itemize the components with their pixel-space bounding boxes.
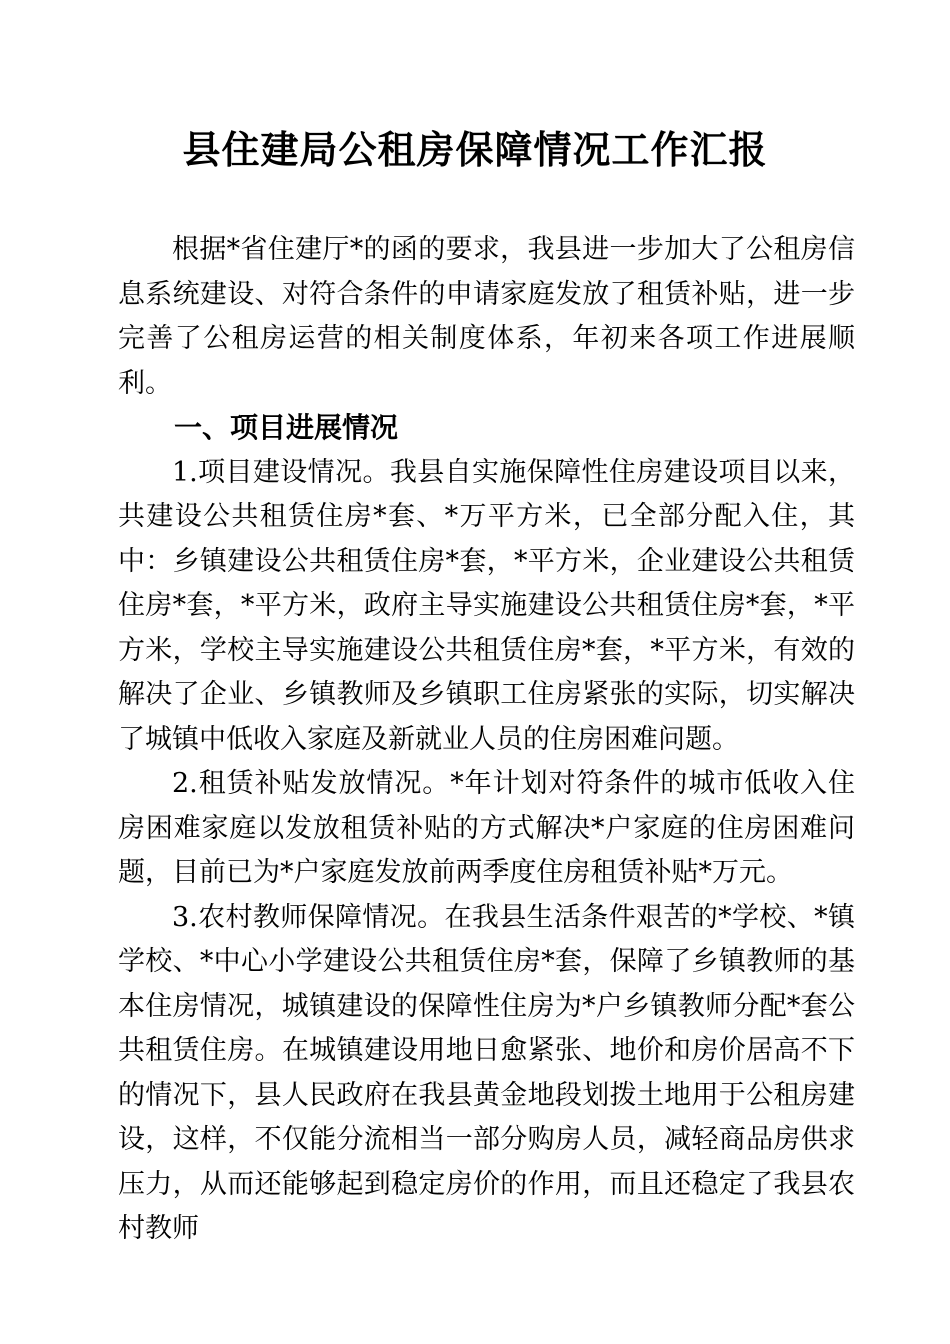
section-heading-project-progress: 一、项目进展情况	[174, 411, 399, 444]
intro-paragraph: 根据*省住建厅*的函的要求，我县进一步加大了公租房信息系统建设、对符合条件的申请家庭发放了租赁补贴，进一步完善了公租房运营的相关制度体系，年初来各项工作进展顺利。	[118, 234, 855, 399]
document-title: 县住建局公租房保障情况工作汇报	[182, 127, 768, 172]
paragraph-rural-teacher-housing: 3.农村教师保障情况。在我县生活条件艰苦的*学校、*镇学校、*中心小学建设公共租赁住房*套，保障了乡镇教师的基本住房情况，城镇建设的保障性住房为*户乡镇教师分配*套公共租赁住房。在城镇建设用地日愈紧张、地价和房价居高不下的情况下，县人民政府在我县黄金地段划拨土地用于公租房建设，这样，不仅能分流相当一部分购房人员，减轻商品房供求压力，从而还能够起到稳定房价的作用，而且还稳定了我县农村教师	[118, 901, 855, 1244]
paragraph-rental-subsidy: 2.租赁补贴发放情况。*年计划对符条件的城市低收入住房困难家庭以发放租赁补贴的方式解决*户家庭的住房困难问题，目前已为*户家庭发放前两季度住房租赁补贴*万元。	[118, 768, 855, 888]
paragraph-project-construction: 1.项目建设情况。我县自实施保障性住房建设项目以来，共建设公共租赁住房*套、*万平方米，已全部分配入住，其中：乡镇建设公共租赁住房*套，*平方米，企业建设公共租赁住房*套，*平方米，政府主导实施建设公共租赁住房*套，*平方米，学校主导实施建设公共租赁住房*套，*平方米，有效的解决了企业、乡镇教师及乡镇职工住房紧张的实际，切实解决了城镇中低收入家庭及新就业人员的住房困难问题。	[118, 456, 855, 755]
document-body	[118, 228, 855, 1252]
